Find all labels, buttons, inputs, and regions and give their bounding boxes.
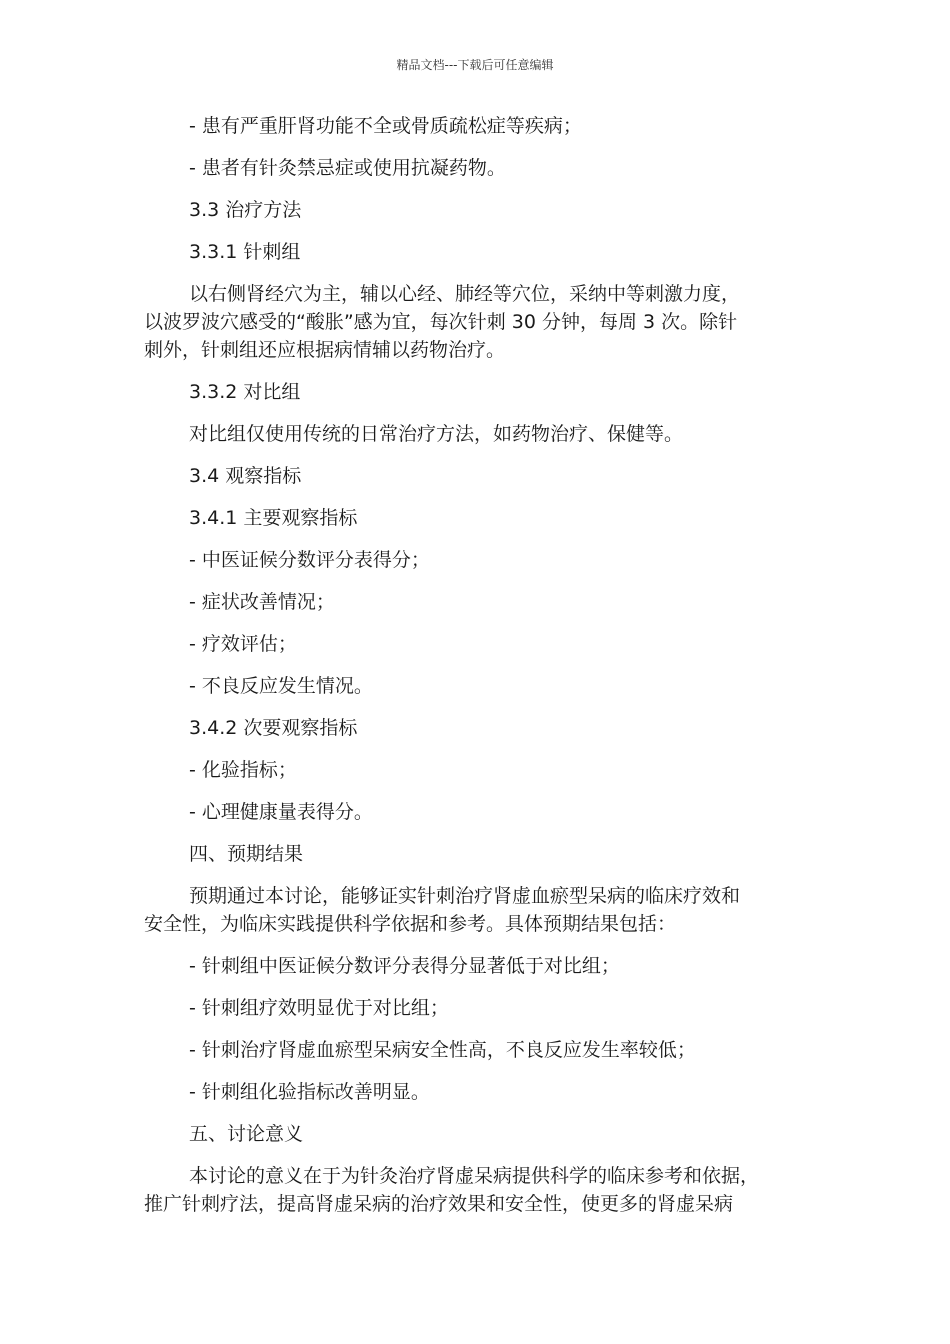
text-line: - 针刺治疗肾虚血瘀型呆病安全性高，不良反应发生率较低；: [189, 1039, 696, 1061]
text-line: - 针刺组疗效明显优于对比组；: [189, 997, 449, 1019]
paragraph-line: 预期通过本讨论，能够证实针刺治疗肾虚血瘀型呆病的临床疗效和: [189, 885, 741, 907]
text-line: - 患者有针灸禁忌症或使用抗凝药物。: [189, 157, 506, 179]
document-body: [144, 112, 808, 1232]
text-line: 3.3.1 针刺组: [189, 241, 301, 263]
text-line: - 症状改善情况；: [189, 591, 335, 613]
text-line: 3.3 治疗方法: [189, 199, 302, 221]
text-line: 四、预期结果: [189, 843, 304, 865]
paragraph: [144, 1162, 808, 1218]
text-line: 对比组仅使用传统的日常治疗方法，如药物治疗、保健等。: [189, 423, 684, 445]
paragraph: [144, 280, 808, 364]
text-line: 3.4 观察指标: [189, 465, 302, 487]
paragraph-line: 安全性，为临床实践提供科学依据和参考。具体预期结果包括：: [144, 913, 677, 935]
paragraph-line: 刺外，针刺组还应根据病情辅以药物治疗。: [144, 339, 506, 361]
paragraph-line: 推广针刺疗法，提高肾虚呆病的治疗效果和安全性，使更多的肾虚呆病: [144, 1193, 734, 1215]
text-line: - 中医证候分数评分表得分；: [189, 549, 430, 571]
text-line: - 化验指标；: [189, 759, 297, 781]
page-header: 精品文档---下载后可任意编辑: [396, 58, 554, 72]
text-line: 3.3.2 对比组: [189, 381, 301, 403]
text-line: 3.4.2 次要观察指标: [189, 717, 358, 739]
text-line: - 不良反应发生情况。: [189, 675, 373, 697]
paragraph-line: 本讨论的意义在于为针灸治疗肾虚呆病提供科学的临床参考和依据，: [189, 1165, 760, 1187]
text-line: 五、讨论意义: [189, 1123, 304, 1145]
paragraph-line: 以波罗波穴感受的“酸胀”感为宜，每次针刺 30 分钟，每周 3 次。除针: [144, 311, 738, 333]
text-line: - 疗效评估；: [189, 633, 297, 655]
text-line: - 针刺组化验指标改善明显。: [189, 1081, 430, 1103]
text-line: 3.4.1 主要观察指标: [189, 507, 358, 529]
text-line: - 针刺组中医证候分数评分表得分显著低于对比组；: [189, 955, 620, 977]
paragraph-line: 以右侧肾经穴为主，辅以心经、肺经等穴位，采纳中等刺激力度，: [189, 283, 741, 305]
text-line: - 患有严重肝肾功能不全或骨质疏松症等疾病；: [189, 115, 582, 137]
text-line: - 心理健康量表得分。: [189, 801, 373, 823]
paragraph: [144, 882, 808, 938]
